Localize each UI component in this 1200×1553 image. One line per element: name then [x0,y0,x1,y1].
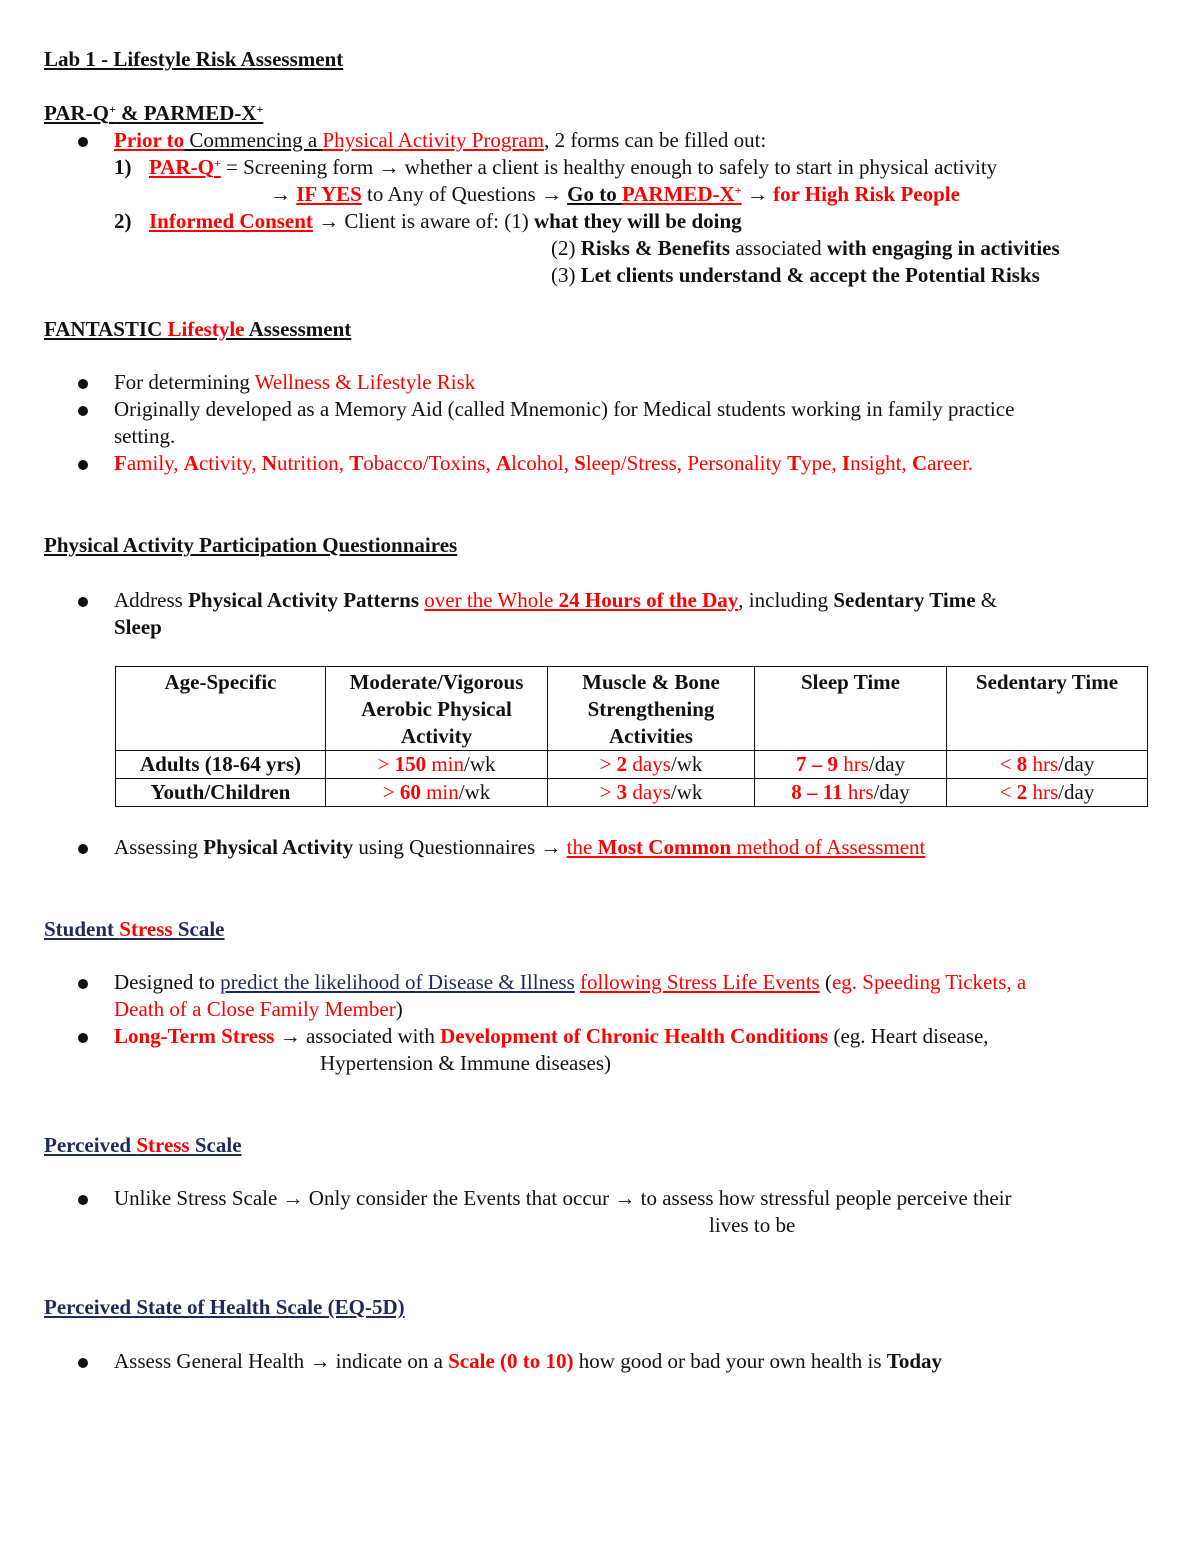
assess-text: Assess General Health → indicate on a [114,1349,449,1373]
determining-text: For determining [114,370,255,394]
cell-muscle [548,751,755,779]
cell-val: 3 [616,780,628,804]
sub3-num: (3) [551,263,581,287]
parmed-heading-sup: + [256,102,264,116]
parmed-x-label [622,182,742,206]
risks-benefits: Risks & Benefits [580,236,731,260]
bullet-icon [78,1358,88,1368]
cell-unit: hrs [842,780,874,804]
screening-text: = Screening form → whether a client is healthy enough to safely to start in physical activity [220,155,998,179]
informed-consent: Informed Consent [149,209,313,233]
header-line: Aerobic Physical [361,697,512,721]
letter-i: I [841,451,851,475]
cell-sym: < [999,780,1017,804]
student-heading-red: Stress [119,917,173,941]
cell-unit: days [627,752,671,776]
letter-f: F [114,451,127,475]
student-bullet-1 [114,969,1026,996]
parq-label [149,155,221,179]
cell-sym: > [377,752,395,776]
fantastic-bullet-1 [114,369,475,396]
scale-range: Scale (0 to 10) [448,1349,574,1373]
designed-text: Designed to [114,970,221,994]
header-line: Moderate/Vigorous [349,670,524,694]
header-age-specific [116,667,326,751]
cell-unit: min [420,780,459,804]
header-line: Activities [609,724,693,748]
using-text: using Questionnaires → [353,835,567,859]
word-alcohol: lcohol, [511,451,575,475]
fantastic-bullet-2-line2: setting. [114,424,176,448]
parq-item-2-sub2 [551,235,1060,262]
parmed-heading-text: & PARMED-X [115,101,257,125]
parq-item-2 [149,208,742,235]
student-bullet-2 [114,1023,989,1050]
24-hours: 24 Hours of the Day [558,588,739,612]
the-text: the [566,835,598,859]
cell-sleep [755,751,947,779]
letter-t: T [349,451,364,475]
word-career: areer. [927,451,974,475]
bullet-icon [78,1033,88,1043]
parq-bullet-1 [114,127,766,154]
if-yes: IF YES [296,182,362,206]
health-scale-heading: Perceived State of Health Scale (EQ-5D) [44,1295,405,1319]
cell-val: 7 – 9 [795,752,838,776]
cell-sleep [755,779,947,807]
table-row [116,779,1148,807]
cell-muscle [548,779,755,807]
method-text: method of Assessment [731,835,926,859]
header-line: Activity [400,724,473,748]
including-text: , including [738,588,834,612]
fantastic-heading-2: Assessment [244,317,352,341]
word-type: ype, [801,451,842,475]
death-family: Death of a Close Family Member [114,997,396,1021]
table-header-row [116,667,1148,751]
cell-sedentary [947,751,1148,779]
cell-tail: /wk [670,752,703,776]
perceived-stress-heading [44,1132,242,1159]
cell-tail: /wk [464,752,496,776]
word-personality: Personality [687,451,788,475]
header-aerobic [326,667,548,751]
health-bullet-1 [114,1348,942,1375]
forms-text: , 2 forms can be filled out: [544,128,767,152]
fantastic-heading [44,316,351,343]
over-whole: over the Whole [424,588,559,612]
parq-item-2-sub3 [551,262,1040,289]
parq-label-sup: + [213,156,221,170]
wellness-risk: Wellness & Lifestyle Risk [254,370,476,394]
cell-aerobic [326,779,548,807]
cell-unit: hrs [1027,780,1059,804]
prior-to: Prior to [114,128,185,152]
fantastic-heading-1: FANTASTIC [44,317,168,341]
cell-sym: > [382,780,400,804]
bullet-icon [78,406,88,416]
cell-tail: /day [1058,780,1095,804]
papq-bullet-2 [114,834,925,861]
word-insight: nsight, [850,451,912,475]
cell-sym: < [999,752,1017,776]
physical-activity-program: Physical Activity Program [322,128,545,152]
amp-text: & [975,588,998,612]
parq-heading-text: PAR-Q [44,101,109,125]
associated-with: → associated with [274,1024,441,1048]
student-heading-2: Scale [172,917,225,941]
perceived-heading-red: Stress [136,1133,190,1157]
fantastic-bullet-2: Originally developed as a Memory Aid (called Mnemonic) for Medical students working in family practice [114,397,1015,421]
guidelines-table [115,666,1148,807]
header-line: Muscle & Bone [582,670,720,694]
pa-patterns: Physical Activity Patterns [188,588,420,612]
letter-s: S [574,451,586,475]
parq-label-text: PAR-Q [149,155,214,179]
aware-text: → Client is aware of: (1) [312,209,534,233]
today: Today [886,1349,943,1373]
doc-title: Lab 1 - Lifestyle Risk Assessment [44,47,344,71]
parq-heading-sup: + [108,102,116,116]
header-sleep-time [755,667,947,751]
cell-unit: hrs [837,752,869,776]
parmed-x-sup: + [734,183,742,197]
item2-num: 2) [114,209,132,233]
student-bullet-2-line2: Hypertension & Immune diseases) [320,1051,612,1075]
cell-aerobic [326,751,548,779]
word-sleep: leep/Stress, [585,451,688,475]
cell-val: 8 – 11 [791,780,843,804]
long-term-stress: Long-Term Stress [114,1024,275,1048]
papq-bullet-1-line2: Sleep [114,615,162,639]
header-line: Sedentary Time [975,670,1119,694]
letter-n: N [261,451,277,475]
cell-tail: /day [868,752,906,776]
perceived-bullet-1-line2: lives to be [709,1213,796,1237]
commencing-text: Commencing a [184,128,323,152]
parq-heading [44,100,263,127]
bullet-icon [78,137,88,147]
word-tobacco: obacco/Toxins, [363,451,496,475]
cell-val: 2 [616,752,628,776]
cell-unit: min [426,752,464,776]
arrow-text: → [270,182,297,206]
parq-item-1 [149,154,997,181]
cell-unit: hrs [1027,752,1059,776]
bullet-icon [78,1195,88,1205]
table-row [116,751,1148,779]
eg-speeding: eg. Speeding Tickets, a [831,970,1027,994]
letter-a: A [183,451,199,475]
bullet-icon [78,597,88,607]
physical-activity: Physical Activity [203,835,354,859]
perceived-heading-2: Scale [189,1133,242,1157]
engaging-text: with engaging in activities [826,236,1060,260]
cell-val: 2 [1016,780,1028,804]
perceived-heading-1: Perceived [44,1133,137,1157]
paren-text: ( [819,970,832,994]
fantastic-bullet-3 [114,450,973,477]
cell-tail: /wk [670,780,703,804]
following-stress: following Stress Life Events [580,970,820,994]
assessing-text: Assessing [114,835,204,859]
paren-close: ) [395,997,403,1021]
cell-val: 8 [1016,752,1028,776]
most-common: Most Common [597,835,732,859]
what-they-do: what they will be doing [533,209,742,233]
word-nutrition: utrition, [276,451,350,475]
fantastic-heading-red: Lifestyle [167,317,245,341]
bullet-icon [78,844,88,854]
header-line: Strengthening [587,697,715,721]
eg-heart: (eg. Heart disease, [828,1024,989,1048]
questions-text: to Any of Questions → [361,182,568,206]
row-label-youth: Youth/Children [116,779,326,807]
how-good-text: how good or bad your own health is [573,1349,887,1373]
associated-text: associated [730,236,827,260]
cell-tail: /wk [458,780,491,804]
chronic-conditions: Development of Chronic Health Conditions [440,1024,829,1048]
arrow-text-2: → [741,182,774,206]
header-line: Sleep Time [801,670,900,694]
go-to: Go to [567,182,622,206]
parq-item-1-line2 [270,181,960,208]
header-sedentary-time [947,667,1148,751]
predict-likelihood: predict the likelihood of Disease & Illness [220,970,575,994]
bullet-icon [78,379,88,389]
header-muscle-bone [548,667,755,751]
high-risk-people: for High Risk People [773,182,960,206]
accept-risks: Let clients understand & accept the Potential Risks [580,263,1040,287]
cell-tail: /day [873,780,910,804]
cell-unit: days [627,780,671,804]
parmed-x-text: PARMED-X [621,182,735,206]
cell-sedentary [947,779,1148,807]
word-family: amily, [126,451,184,475]
header-line: Age-Specific [164,670,277,694]
item1-num: 1) [114,155,132,179]
cell-sym: > [599,780,617,804]
letter-c: C [911,451,928,475]
cell-val: 60 [399,780,421,804]
letter-t2: T [787,451,802,475]
cell-tail: /day [1058,752,1095,776]
perceived-bullet-1: Unlike Stress Scale → Only consider the Events that occur → to assess how stressful people perceive their [114,1186,1012,1210]
student-heading-1: Student [44,917,120,941]
address-text: Address [114,588,189,612]
cell-sym: > [599,752,617,776]
sedentary-time: Sedentary Time [833,588,976,612]
papq-bullet-1 [114,587,997,614]
bullet-icon [78,979,88,989]
cell-val: 150 [394,752,427,776]
row-label-adults: Adults (18-64 yrs) [116,751,326,779]
papq-heading: Physical Activity Participation Questionnaires [44,533,458,557]
student-stress-heading [44,916,224,943]
student-bullet-1-line2 [114,996,403,1023]
letter-a2: A [495,451,512,475]
bullet-icon [78,460,88,470]
word-activity: ctivity, [198,451,262,475]
sub2-num: (2) [551,236,581,260]
